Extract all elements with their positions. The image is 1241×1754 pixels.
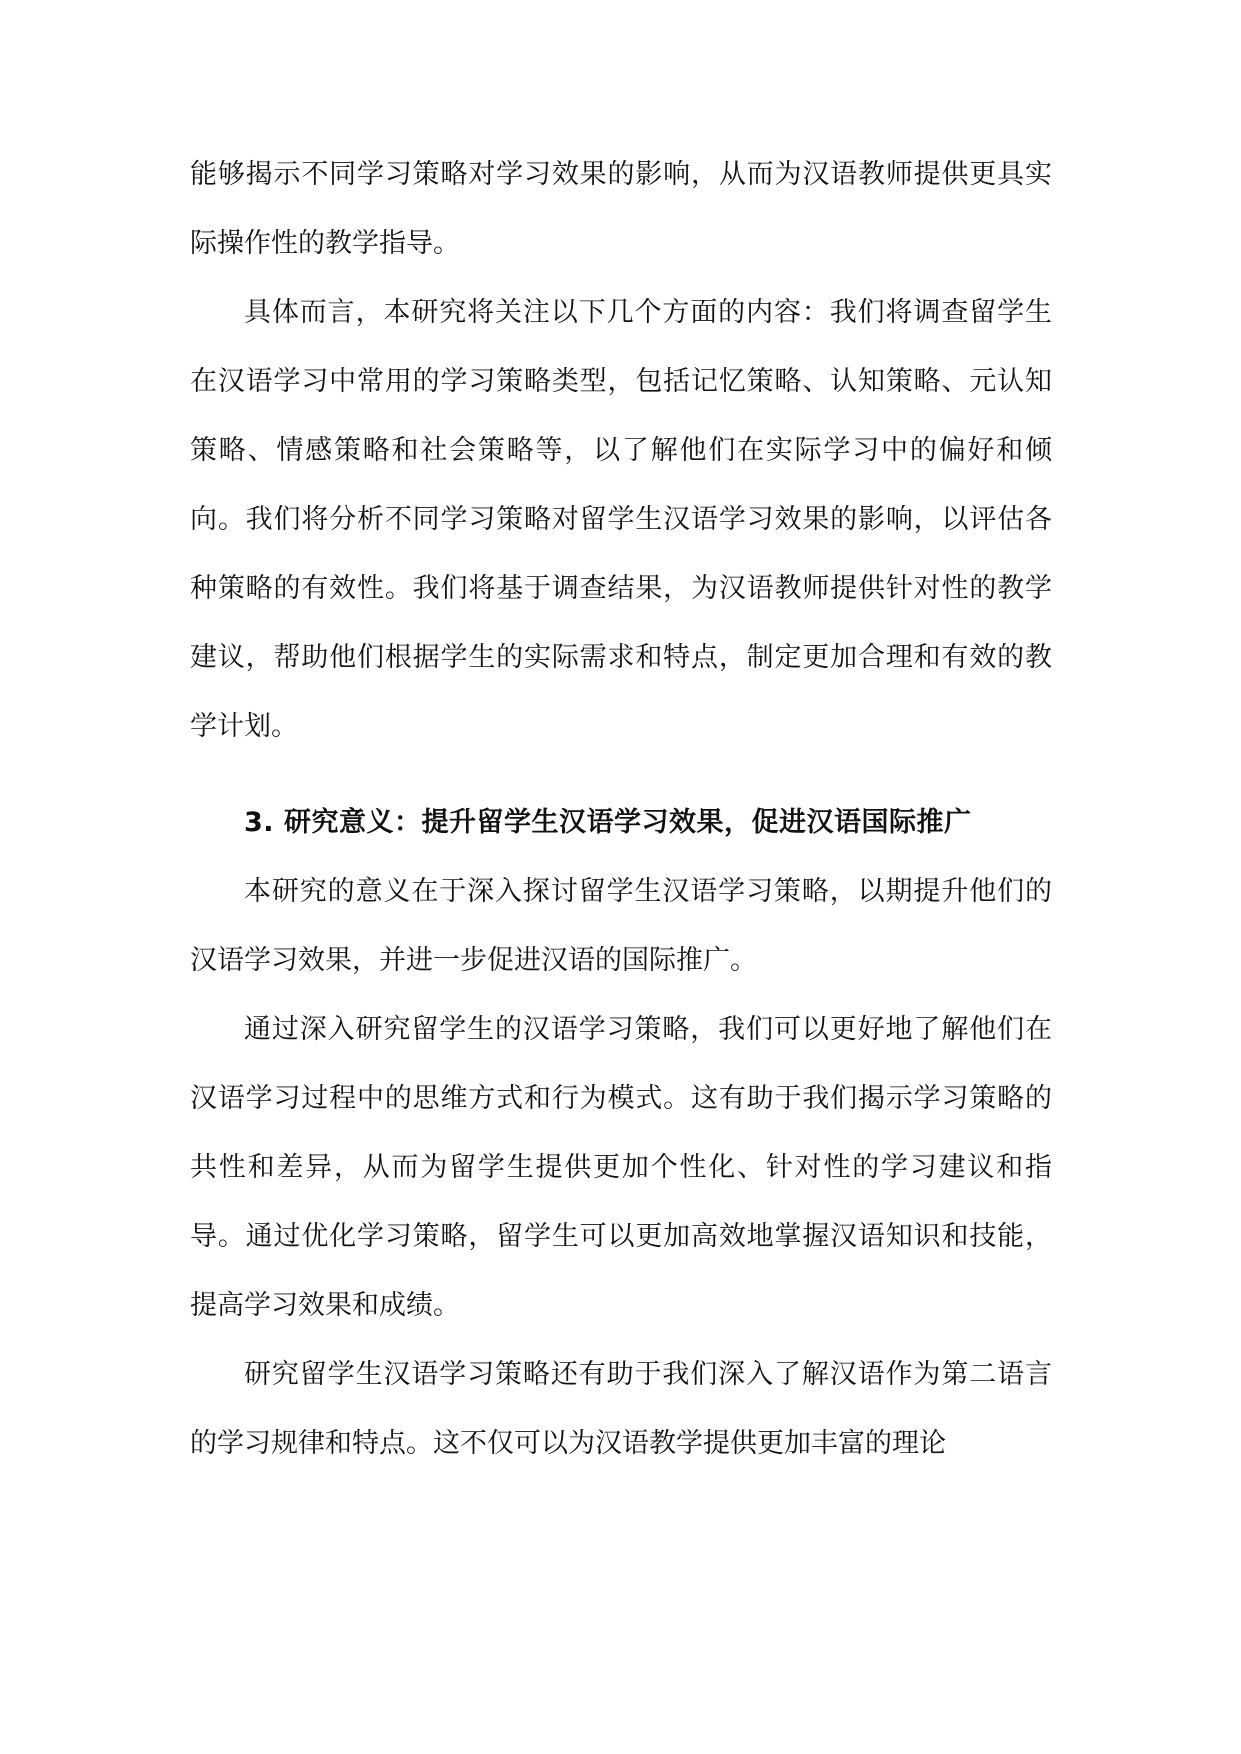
paragraph-research-content: 具体而言，本研究将关注以下几个方面的内容：我们将调查留学生在汉语学习中常用的学习策略类型，包括记忆策略、认知策略、元认知策略、情感策略和社会策略等，以了解他们在实际学习中的偏好和倾向。我们将分析不同学习策略对留学生汉语学习效果的影响，以评估各种策略的有效性。我们将基于调查结果，为汉语教师提供针对性的教学建议，帮助他们根据学生的实际需求和特点，制定更加合理和有效的教学计划。	[190, 297, 1052, 742]
paragraph-second-language: 研究留学生汉语学习策略还有助于我们深入了解汉语作为第二语言的学习规律和特点。这不仅可以为汉语教学提供更加丰富的理论	[190, 1359, 1052, 1459]
paragraph-continuation: 能够揭示不同学习策略对学习效果的影响，从而为汉语教师提供更具实际操作性的教学指导。	[190, 159, 1052, 259]
paragraph-significance-intro: 本研究的意义在于深入探讨留学生汉语学习策略，以期提升他们的汉语学习效果，并进一步促进汉语的国际推广。	[190, 876, 1052, 976]
paragraph-strategy-study: 通过深入研究留学生的汉语学习策略，我们可以更好地了解他们在汉语学习过程中的思维方式和行为模式。这有助于我们揭示学习策略的共性和差异，从而为留学生提供更加个性化、针对性的学习建议和指导。通过优化学习策略，留学生可以更加高效地掌握汉语知识和技能，提高学习效果和成绩。	[190, 1014, 1052, 1321]
document-body	[190, 140, 1052, 1478]
section-heading: 3. 研究意义：提升留学生汉语学习效果，促进汉语国际推广	[244, 807, 972, 838]
